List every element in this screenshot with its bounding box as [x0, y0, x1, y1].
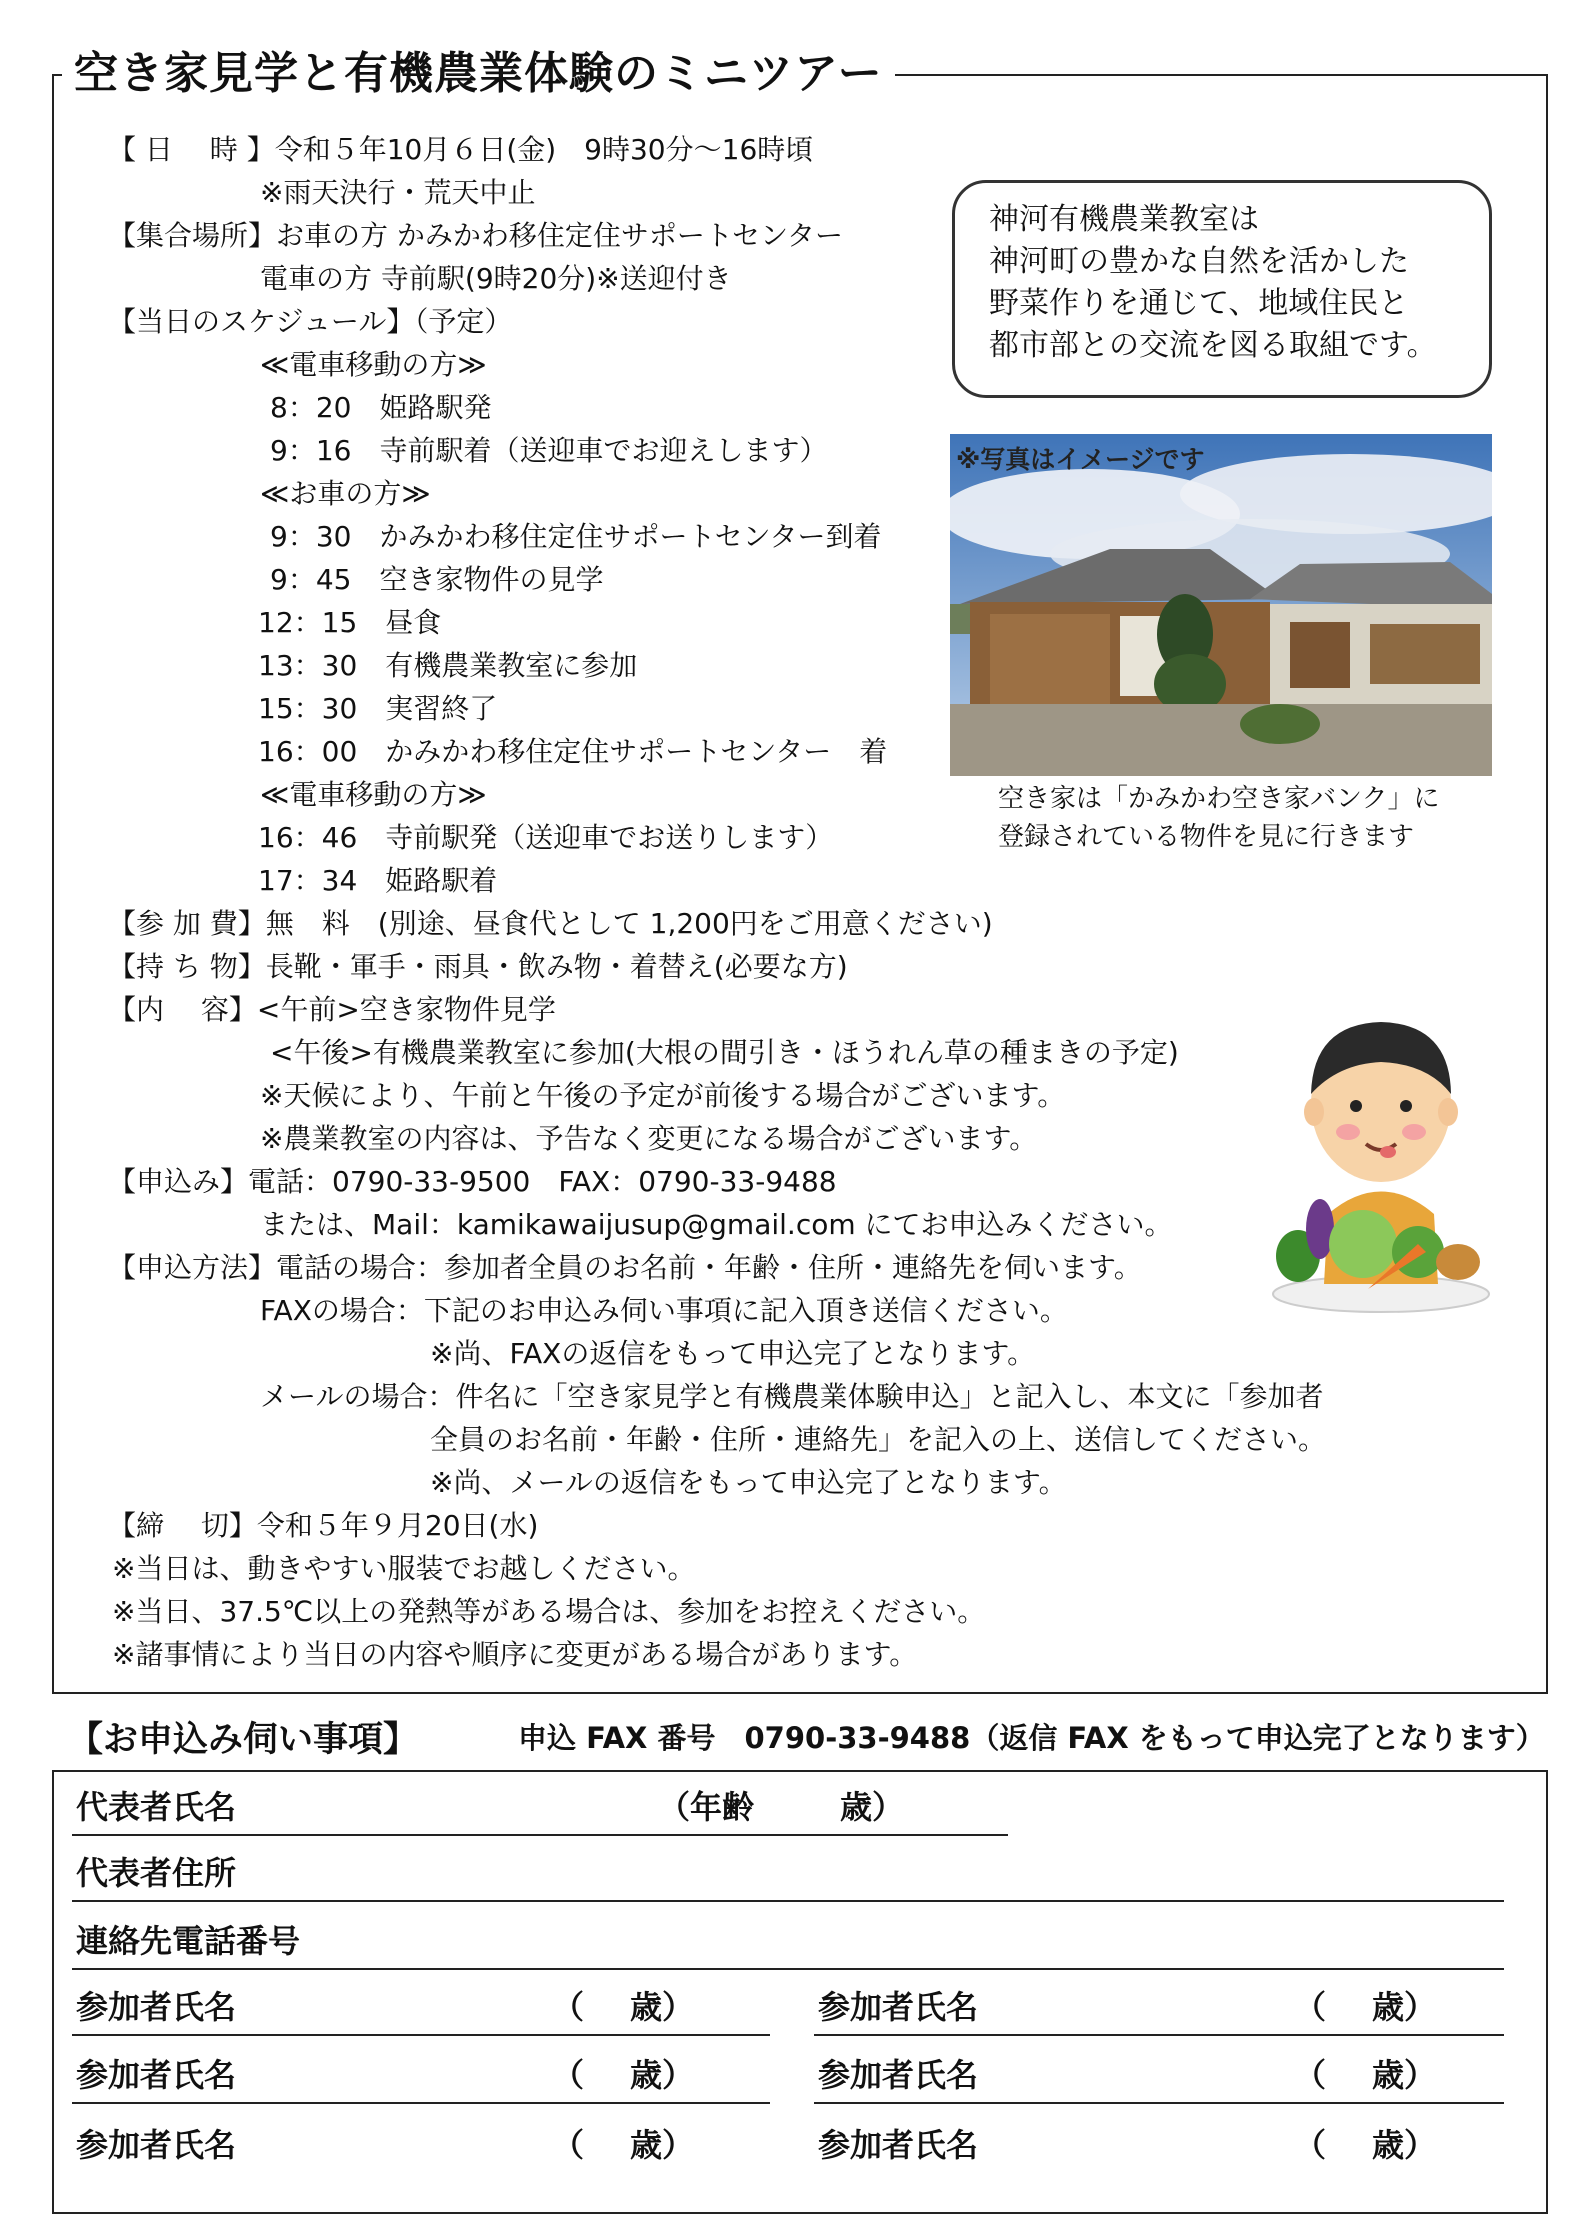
detail-line: 【参 加 費】無 料 (別途、昼食代として 1,200円をご用意ください) — [108, 907, 993, 940]
participant-name-label: 参加者氏名 — [76, 1988, 237, 2026]
info-line: 神河町の豊かな自然を活かした — [989, 244, 1409, 279]
info-box — [952, 180, 1492, 398]
contact-phone-field[interactable] — [72, 1968, 1504, 1970]
house-photo — [950, 434, 1492, 776]
detail-line: ※天候により、午前と午後の予定が前後する場合がございます。 — [260, 1079, 1066, 1112]
detail-line: 15：30 実習終了 — [258, 692, 498, 725]
detail-line: 【締 切】令和５年９月20日(水) — [108, 1509, 539, 1542]
house-illustration — [950, 434, 1492, 776]
participant-paren: （ — [552, 2126, 585, 2164]
participant-paren: （ — [552, 1988, 585, 2026]
detail-line: 9：16 寺前駅着（送迎車でお迎えします） — [270, 434, 828, 467]
info-line: 神河有機農業教室は — [989, 202, 1259, 237]
photo-note: ※写真はイメージです — [956, 445, 1205, 474]
participant-name-field[interactable] — [72, 2034, 770, 2036]
detail-line: または、Mail：kamikawaijusup@gmail.com にてお申込みください。 — [260, 1208, 1173, 1241]
rep-age-close: 歳） — [840, 1788, 905, 1826]
participant-age: 歳） — [630, 2056, 695, 2094]
detail-line: 12：15 昼食 — [258, 606, 442, 639]
participant-age: 歳） — [1372, 2126, 1437, 2164]
info-line: 野菜作りを通じて、地域住民と — [989, 286, 1409, 321]
detail-line: 電車の方 寺前駅(9時20分)※送迎付き — [260, 262, 732, 295]
participant-name-label: 参加者氏名 — [818, 2126, 979, 2164]
rep-address-label: 代表者住所 — [76, 1854, 237, 1892]
participant-paren: （ — [1294, 1988, 1327, 2026]
detail-line: ≪電車移動の方≫ — [260, 348, 487, 381]
rep-name-label: 代表者氏名 — [76, 1788, 237, 1826]
participant-name-field[interactable] — [72, 2102, 770, 2104]
form-header-label: 【お申込み伺い事項】 — [68, 1720, 419, 1760]
participant-age: 歳） — [630, 2126, 695, 2164]
detail-line: ※当日、37.5℃以上の発熱等がある場合は、参加をお控えください。 — [112, 1595, 986, 1628]
rep-name-field[interactable] — [72, 1834, 1008, 1836]
form-header-fax: 申込 FAX 番号 0790-33-9488（返信 FAX をもって申込完了となります） — [518, 1721, 1545, 1755]
detail-line: ※諸事情により当日の内容や順序に変更がある場合があります。 — [112, 1638, 918, 1671]
farmer-boy-illustration — [1268, 994, 1494, 1316]
detail-line: 9：30 かみかわ移住定住サポートセンター到着 — [270, 520, 882, 553]
rep-age-open: （年齢 — [658, 1788, 755, 1826]
participant-paren: （ — [1294, 2056, 1327, 2094]
detail-line: 9：45 空き家物件の見学 — [270, 563, 604, 596]
detail-line: 13：30 有機農業教室に参加 — [258, 649, 638, 682]
detail-line: 16：00 かみかわ移住定住サポートセンター 着 — [258, 735, 888, 768]
info-line: 都市部との交流を図る取組です。 — [989, 328, 1437, 363]
detail-line: 8：20 姫路駅発 — [270, 391, 492, 424]
detail-line: 17：34 姫路駅着 — [258, 864, 498, 897]
page-title: 空き家見学と有機農業体験のミニツアー — [62, 44, 895, 104]
detail-line: ≪お車の方≫ — [260, 477, 431, 510]
participant-name-field[interactable] — [814, 2102, 1504, 2104]
detail-line: 16：46 寺前駅発（送迎車でお送りします） — [258, 821, 834, 854]
detail-line: <午後>有機農業教室に参加(大根の間引き・ほうれん草の種まきの予定) — [270, 1036, 1179, 1069]
photo-caption — [998, 780, 1439, 856]
detail-line: ※農業教室の内容は、予告なく変更になる場合がございます。 — [260, 1122, 1038, 1155]
detail-line: 【内 容】<午前>空き家物件見学 — [108, 993, 556, 1026]
detail-line: ≪電車移動の方≫ — [260, 778, 487, 811]
detail-line: ※雨天決行・荒天中止 — [260, 176, 536, 209]
detail-line: FAXの場合：下記のお申込み伺い事項に記入頂き送信ください。 — [260, 1294, 1068, 1327]
participant-name-field[interactable] — [814, 2034, 1504, 2036]
participant-age: 歳） — [630, 1988, 695, 2026]
participant-name-label: 参加者氏名 — [818, 1988, 979, 2026]
detail-line: 【持 ち 物】長靴・軍手・雨具・飲み物・着替え(必要な方) — [108, 950, 848, 983]
detail-line: 【申込み】電話：0790-33-9500 FAX：0790-33-9488 — [108, 1165, 837, 1198]
participant-name-label: 参加者氏名 — [818, 2056, 979, 2094]
participant-age: 歳） — [1372, 2056, 1437, 2094]
detail-line: 全員のお名前・年齢・住所・連絡先」を記入の上、送信してください。 — [430, 1423, 1327, 1456]
participant-paren: （ — [1294, 2126, 1327, 2164]
caption-line: 空き家は「かみかわ空き家バンク」に — [998, 784, 1440, 814]
detail-line: メールの場合：件名に「空き家見学と有機農業体験申込」と記入し、本文に「参加者 — [260, 1380, 1324, 1413]
participant-name-label: 参加者氏名 — [76, 2126, 237, 2164]
detail-line: 【集合場所】お車の方 かみかわ移住定住サポートセンター — [108, 219, 843, 252]
detail-line: ※当日は、動きやすい服装でお越しください。 — [112, 1552, 696, 1585]
detail-line: ※尚、メールの返信をもって申込完了となります。 — [430, 1466, 1067, 1499]
participant-age: 歳） — [1372, 1988, 1437, 2026]
participant-paren: （ — [552, 2056, 585, 2094]
rep-address-field[interactable] — [72, 1900, 1504, 1902]
participant-name-label: 参加者氏名 — [76, 2056, 237, 2094]
contact-phone-label: 連絡先電話番号 — [76, 1922, 301, 1960]
caption-line: 登録されている物件を見に行きます — [998, 822, 1415, 852]
detail-line: 【 日 時 】令和５年10月６日(金) 9時30分～16時頃 — [108, 133, 814, 166]
detail-line: 【申込方法】電話の場合：参加者全員のお名前・年齢・住所・連絡先を伺います。 — [108, 1251, 1142, 1284]
detail-line: 【当日のスケジュール】（予定） — [108, 305, 513, 338]
detail-line: ※尚、FAXの返信をもって申込完了となります。 — [430, 1337, 1036, 1370]
